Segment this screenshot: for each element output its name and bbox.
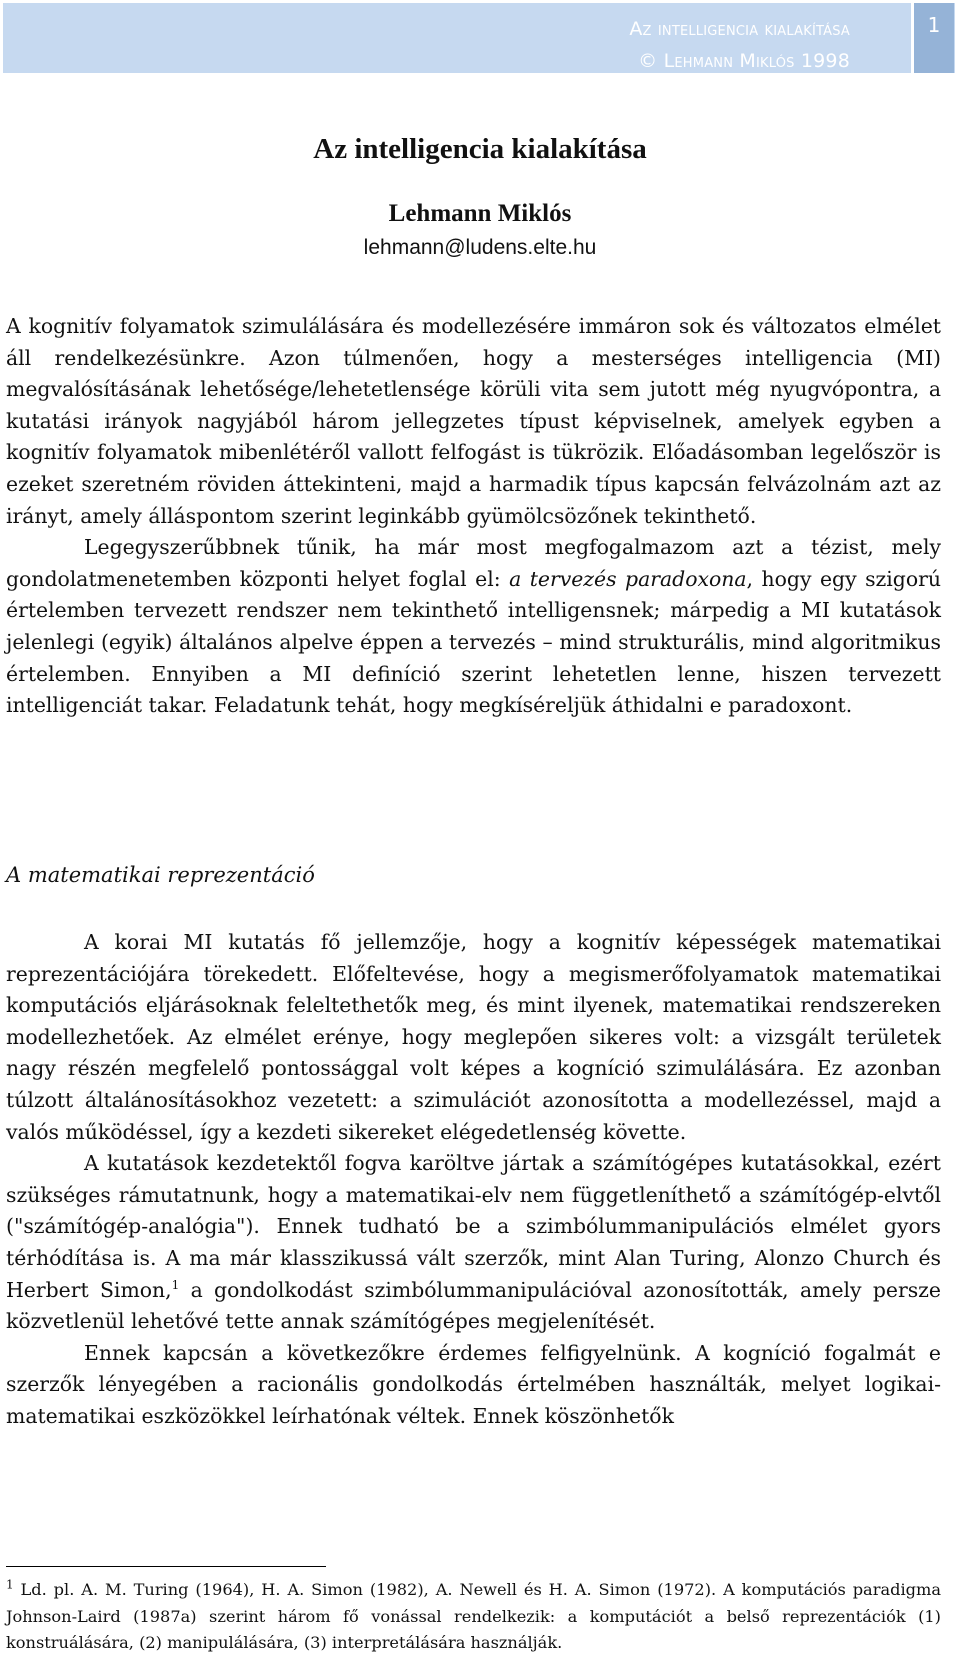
footnote-text: Ld. pl. A. M. Turing (1964), H. A. Simon (1982), A. Newell és H. A. Simon (1972). A komputációs paradigma Johnson-Laird (1987a) szerint három fő vonással rendelkezik: a komputációt a belső reprezentációk (1) konstruálására, (2) manipulálására, (3) interpretálására használják. <box>6 1580 941 1652</box>
footnote-reference[interactable]: 1 <box>171 1277 180 1292</box>
paragraph: Ennek kapcsán a következőkre érdemes felfigyelnünk. A kogníció fogalmát e szerzők lényegében a racionális gondolkodás értelmében használták, melyet logikai-matematikai eszközökkel leírhatónak véltek. Ennek köszönhetők <box>6 1340 941 1428</box>
running-title: Az intelligencia kialakítása <box>629 18 850 40</box>
paragraph: A korai MI kutatás fő jellemzője, hogy a kognitív képességek matematikai reprezentációjára törekedett. Előfeltevése, hogy a megismerőfolyamatok matematikai komputációs eljárásoknak feleltethetők meg, és mint ilyenek, matematikai rendszereken modellezhetőek. Az elmélet erénye, hogy meglepően sikeres volt: a vizsgált területek nagy részén megfelelő pontossággal volt képes a kogníció szimulálására. Ez azonban túlzott általánosításokhoz vezetett: a szimulációt azonosította a modellezéssel, majd a valós működéssel, így a kezdeti sikereket elégedetlenség követte. <box>6 930 941 1144</box>
emphasized-term: a tervezés paradoxona <box>509 566 747 591</box>
section-heading: A matematikai reprezentáció <box>6 863 315 887</box>
footnote-marker: 1 <box>6 1577 14 1592</box>
footnote <box>6 1577 941 1657</box>
paragraph-text: A kutatások kezdetektől fogva karöltve jártak a számítógépes kutatásokkal, ezért szükséges rámutatnunk, hogy a matematikai-elv nem függetleníthető a számítógép-elvtől ("számítógép-analógia"). Ennek tudható be a szimbólummanipulációs elmélet gyors térhódítása is. A ma már klasszikussá vált szerzők, mint Alan Turing, Alonzo Church és Herbert Simon, <box>6 1151 941 1302</box>
copyright-line: © Lehmann Miklós 1998 <box>638 50 850 72</box>
author-email: lehmann@ludens.elte.hu <box>363 236 597 259</box>
footnote-separator <box>6 1566 326 1567</box>
paragraph: A kognitív folyamatok szimulálására és modellezésére immáron sok és változatos elmélet áll rendelkezésünkre. Azon túlmenően, hogy a mesterséges intelligencia (MI) megvalósításának lehetősége/lehetetlensége körüli vita sem jutott még nyugvópontra, a kutatási irányok nagyjából három jellegzetes típust képviselnek, amelyek egyben a kognitív folyamatok mibenlétéről vallott felfogást is tükrözik. Előadásomban legelőször is ezeket szeretném röviden áttekinteni, majd a harmadik típus kapcsán felvázolnám azt az irányt, amely álláspontom szerint leginkább gyümölcsözőnek tekinthető. <box>6 314 941 528</box>
paragraph-text: Legegyszerűbbnek tűnik, ha már most megfogalmazom azt a tézist, mely gondolatmenetemben központi helyet foglal el: <box>6 535 941 591</box>
section-body <box>6 927 941 1433</box>
intro-section <box>6 311 941 722</box>
paragraph-text: , hogy egy szigorú értelemben tervezett rendszer nem tekinthető intelligensnek; márpedig a MI kutatások jelenlegi (egyik) általános alpelve éppen a tervezés – mind strukturális, mind algoritmikus értelemben. Ennyiben a MI definíció szerint lehetetlen lenne, hiszen tervezett intelligenciát takar. Feladatunk tehát, hogy megkíséreljük áthidalni e paradoxont. <box>6 566 942 718</box>
paragraph-text: a gondolkodást szimbólummanipulációval azonosították, amely persze közvetlenül lehetővé tette annak számítógépes megjelenítését. <box>6 1277 941 1334</box>
page-number: 1 <box>914 3 954 73</box>
document-title: Az intelligencia kialakítása <box>313 133 647 165</box>
paragraph <box>6 532 941 722</box>
running-header <box>629 13 850 77</box>
author-name: Lehmann Miklós <box>388 200 572 227</box>
paragraph <box>6 1148 941 1338</box>
page-header <box>3 3 955 73</box>
